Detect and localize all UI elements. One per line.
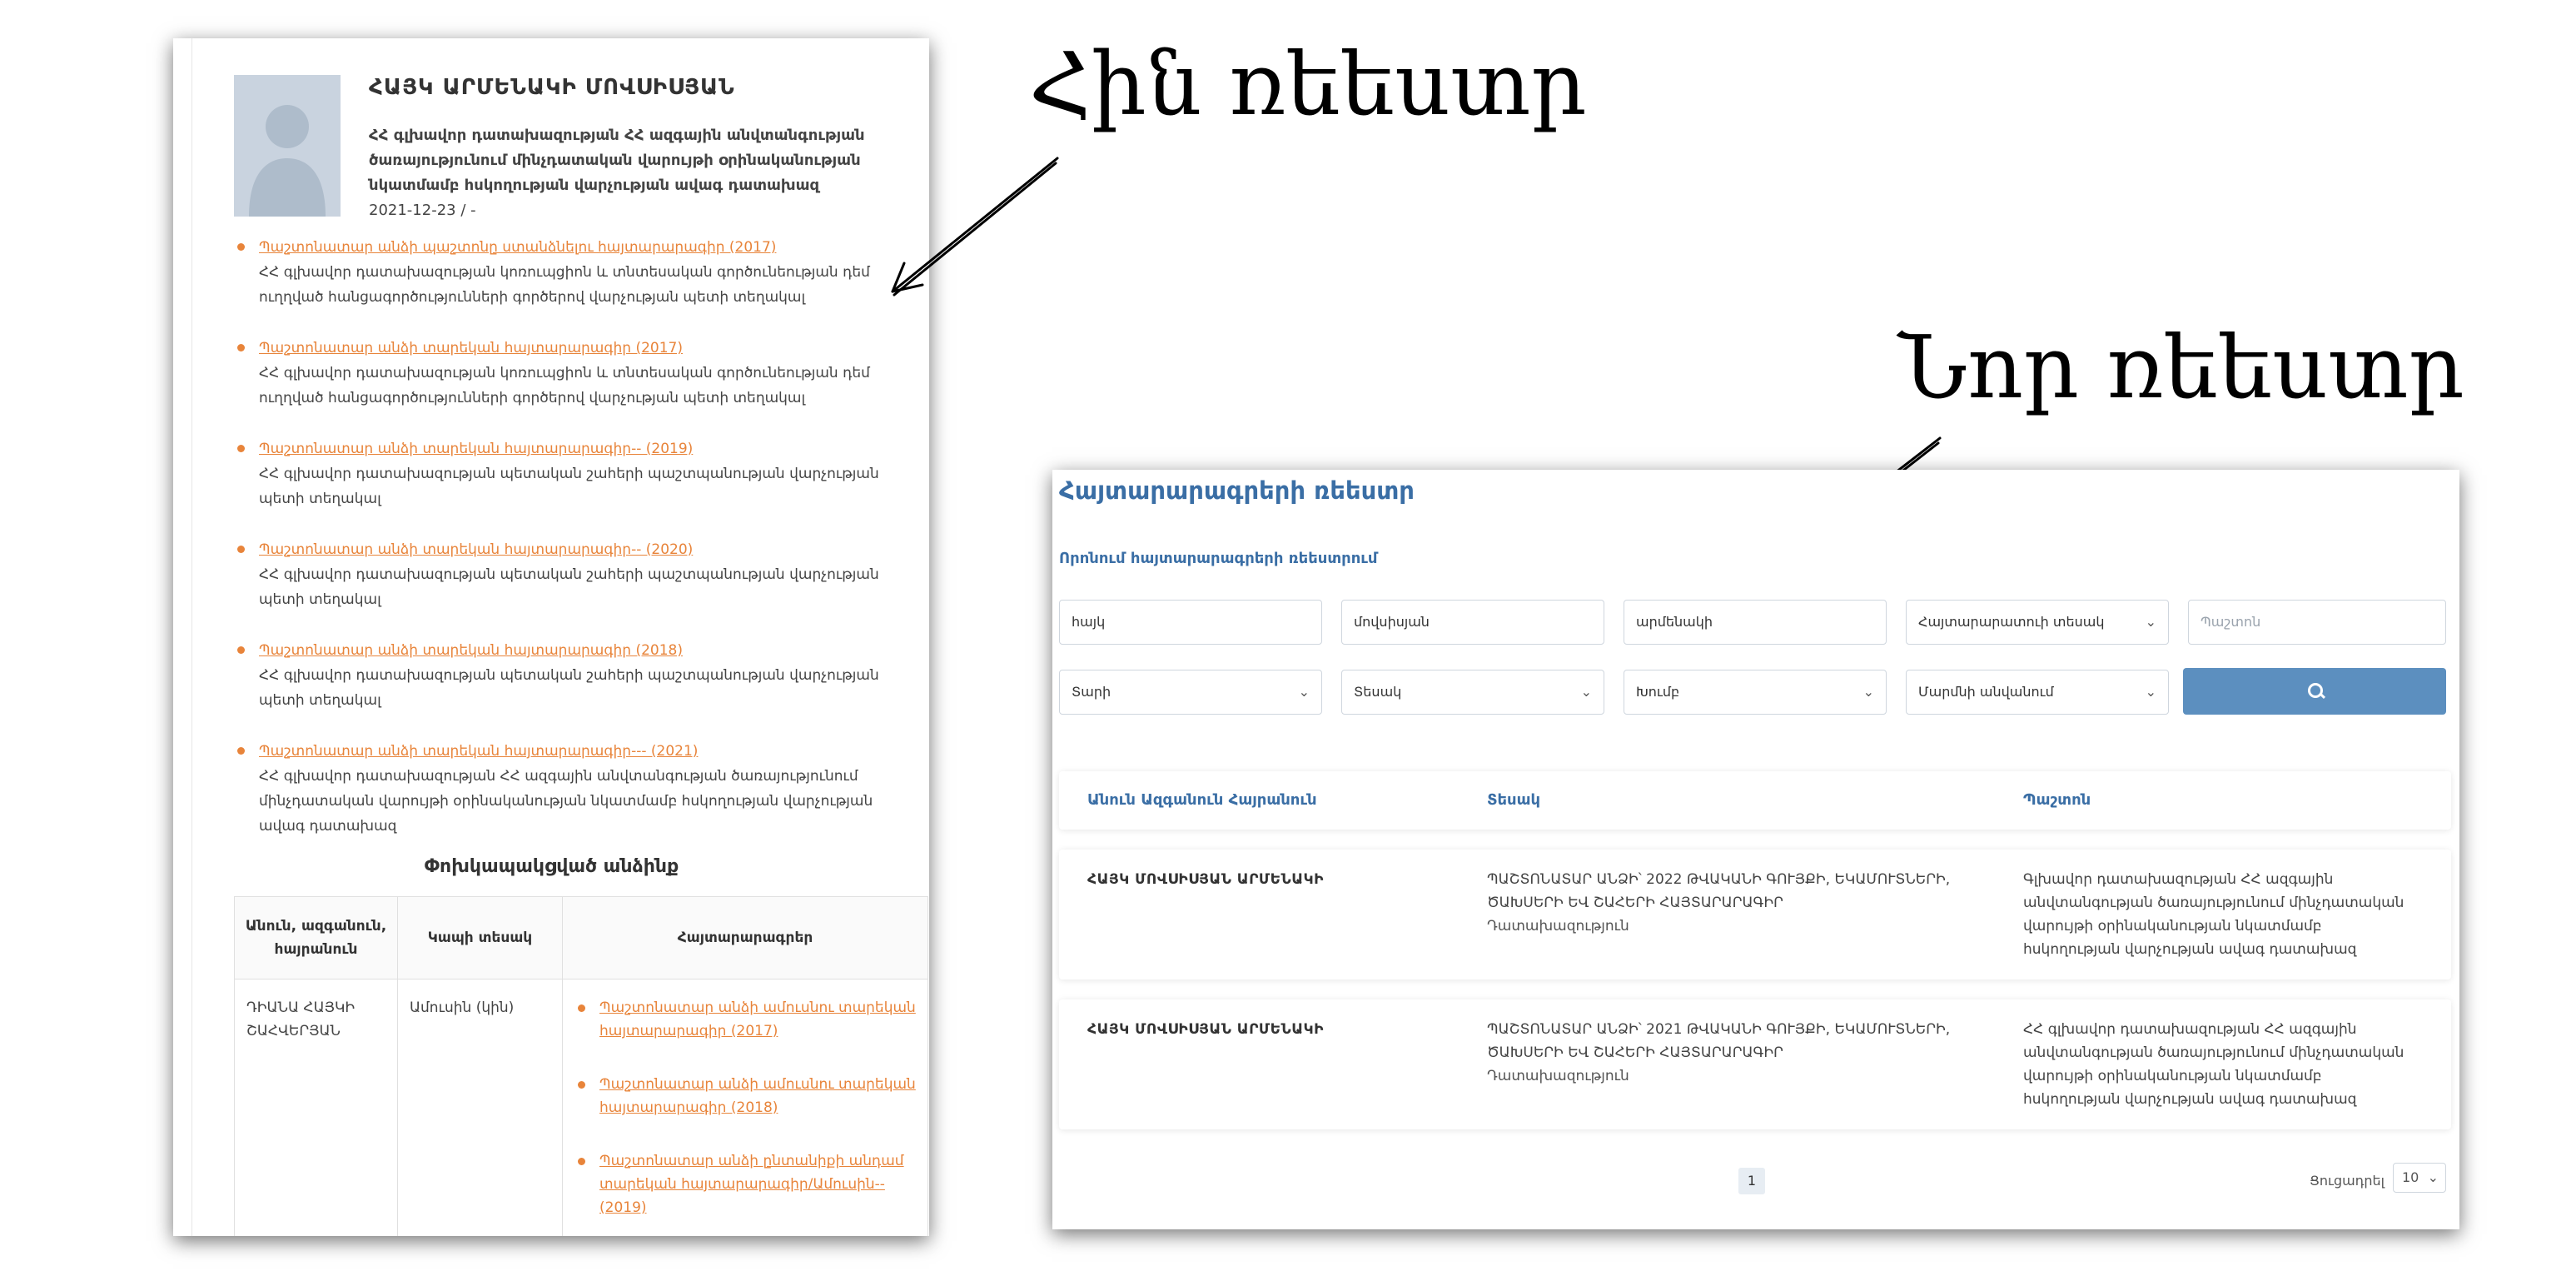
arrow-icon [893,158,1057,295]
per-page-value: 10 [2402,1169,2419,1185]
declaration-description: ՀՀ գլխավոր դատախազության պետական շահերի պաշտպանության վարչության պետի տեղակալ [259,466,879,507]
column-header: Տեսակ [1487,791,1541,809]
declaration-type-text: ՊԱՇՏՈՆԱՏԱՐ ԱՆՁԻ՝ 2022 ԹՎԱԿԱՆԻ ԳՈՒՅՔԻ, ԵԿԱՄՈՒՏՆԵՐԻ, ԾԱԽՍԵՐԻ ԵՎ ՇԱՀԵՐԻ ՀԱՅՏԱՐԱՐԱԳԻՐ [1487,871,1951,911]
column-header: Պաշտոն [2023,791,2091,809]
declaration-link[interactable]: Պաշտոնատար անձի տարեկան հայտարարագիր--- (2021) [259,743,699,760]
declaration-description: ՀՀ գլխավոր դատախազության կոռուպցիոն և տնտեսական գործունեության դեմ ուղղված հանցագործությունների գործերով վարչության պետի տեղակալ [259,264,870,306]
related-persons-title: Փոխկապակցված անձինք [424,856,679,877]
related-relation: Ամուսին (կին) [398,979,563,1237]
page-title: Հայտարարագրերի ռեեստր [1059,476,1415,505]
search-heading: Որոնում հայտարարագրերի ռեեստրում [1059,550,1378,567]
type-select[interactable] [1341,670,1604,715]
type-value: Տեսակ [1354,684,1402,700]
declaration-link[interactable]: Պաշտոնատար անձի տարեկան հայտարարագիր (2017) [259,340,684,356]
person-name: ՀԱՅԿ ԱՐՄԵՆԱԿԻ ՄՈՎՍԻՍՅԱՆ [369,75,735,100]
declarant-name: ՀԱՅԿ ՄՈՎՍԻՍՅԱՆ ԱՐՄԵՆԱԿԻ [1087,1021,1324,1038]
chevron-down-icon: ⌄ [1580,684,1592,700]
new-registry-label: Նոր ռեեստր [1898,317,2464,418]
declaration-body: Դատախազություն [1487,1068,1629,1084]
declarant-name: ՀԱՅԿ ՄՈՎՍԻՍՅԱՆ ԱՐՄԵՆԱԿԻ [1087,871,1324,888]
chevron-down-icon: ⌄ [1298,684,1310,700]
per-page-select[interactable] [2393,1163,2446,1193]
table-row[interactable] [1059,850,2451,979]
declaration-description: ՀՀ գլխավոր դատախազության պետական շահերի պաշտպանության վարչության պետի տեղակալ [259,667,879,709]
declaration-type [1487,868,1987,938]
body-value: Մարմնի անվանում [1918,684,2054,700]
page-button[interactable]: 1 [1738,1168,1765,1194]
declarant-type-value: Հայտարարատուի տեսակ [1918,614,2105,630]
declaration-link[interactable]: Պաշտոնատար անձի պաշտոնը ստանձնելու հայտարարագիր (2017) [259,239,777,256]
column-header: Անուն, ազգանուն, հայրանուն [235,897,398,979]
group-value: Խումբ [1636,684,1680,700]
declaration-type-text: ՊԱՇՏՈՆԱՏԱՐ ԱՆՁԻ՝ 2021 ԹՎԱԿԱՆԻ ԳՈՒՅՔԻ, ԵԿԱՄՈՒՏՆԵՐԻ, ԾԱԽՍԵՐԻ ԵՎ ՇԱՀԵՐԻ ՀԱՅՏԱՐԱՐԱԳԻՐ [1487,1021,1951,1061]
person-date: 2021-12-23 / - [369,202,476,219]
position-field[interactable]: Պաշտոն [2188,600,2446,645]
per-page-label: Ցուցադրել [2310,1173,2385,1189]
body-select[interactable] [1906,670,2169,715]
declaration-type [1487,1018,1987,1088]
declarant-type-select[interactable] [1906,600,2169,645]
declaration-link[interactable]: Պաշտոնատար անձի տարեկան հայտարարագիր-- (2019) [259,441,694,457]
group-select[interactable] [1624,670,1887,715]
chevron-down-icon: ⌄ [2145,614,2156,630]
year-value: Տարի [1072,684,1111,700]
declarant-position: Գլխավոր դատախազության ՀՀ ազգային անվտանգության ծառայությունում մինչդատական վարույթի օրինականության նկատմամբ հսկողության վարչության ավագ դատախազ [2023,871,2404,958]
search-button[interactable] [2183,668,2446,715]
related-name: ԴԻԱՆԱ ՀԱՅԿԻ ՇԱՀՎԵՐՅԱՆ [235,979,398,1237]
chevron-down-icon: ⌄ [2427,1169,2439,1185]
related-declaration-link[interactable]: Պաշտոնատար անձի ամուսնու տարեկան հայտարարագիր (2017) [599,999,916,1039]
results-table-header [1059,771,2451,830]
year-select[interactable] [1059,670,1322,715]
chevron-down-icon: ⌄ [2145,684,2156,700]
middle-name-field[interactable]: արմենակի [1624,600,1887,645]
column-header: Կապի տեսակ [398,897,563,979]
person-position: ՀՀ գլխավոր դատախազության ՀՀ ազգային անվտանգության ծառայությունում մինչդատական վարույթի օրինականության նկատմամբ հսկողության վարչության ավագ դատախազ [369,127,865,194]
old-registry-label: Հին ռեեստր [1029,33,1587,135]
related-declaration-link[interactable]: Պաշտոնատար անձի ընտանիքի անդամ տարեկան հայտարարագիր/Ամուսին-- (2019) [599,1153,904,1216]
declaration-body: Դատախազություն [1487,918,1629,935]
last-name-field[interactable]: մովսիսյան [1341,600,1604,645]
related-declaration-link[interactable]: Պաշտոնատար անձի ամուսնու տարեկան հայտարարագիր (2018) [599,1076,916,1116]
declaration-link[interactable]: Պաշտոնատար անձի տարեկան հայտարարագիր-- (2020) [259,541,694,558]
declaration-description: ՀՀ գլխավոր դատախազության կոռուպցիոն և տնտեսական գործունեության դեմ ուղղված հանցագործությունների գործերով վարչության պետի տեղակալ [259,365,870,406]
declarant-position: ՀՀ գլխավոր դատախազության ՀՀ ազգային անվտանգության ծառայությունում մինչդատական վարույթի օրինականության նկատմամբ հսկողության վարչության ավագ դատախազ [2023,1021,2404,1108]
chevron-down-icon: ⌄ [1862,684,1874,700]
first-name-field[interactable]: հայկ [1059,600,1322,645]
new-registry-card [1052,470,2459,1229]
column-header: Հայտարարագրեր [563,897,928,979]
declaration-description: ՀՀ գլխավոր դատախազության ՀՀ ազգային անվտանգության ծառայությունում մինչդատական վարույթի օրինականության նկատմամբ հսկողության վարչության ավագ դատախազ [259,768,873,835]
column-header: Անուն Ազգանուն Հայրանուն [1087,791,1317,809]
search-icon [2308,683,2323,698]
table-row[interactable] [1059,999,2451,1129]
declaration-description: ՀՀ գլխավոր դատախազության պետական շահերի պաշտպանության վարչության պետի տեղակալ [259,566,879,608]
declaration-link[interactable]: Պաշտոնատար անձի տարեկան հայտարարագիր (2018) [259,642,684,659]
